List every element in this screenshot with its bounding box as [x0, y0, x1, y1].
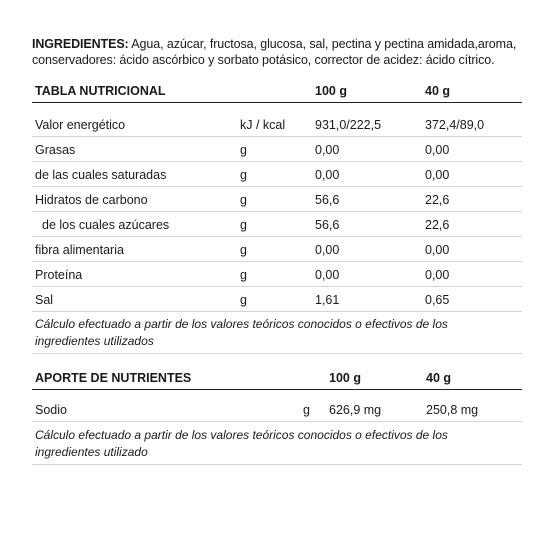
- row-divider: [32, 286, 522, 287]
- nutrient-name: Sal: [35, 293, 54, 307]
- nutrient-value-40g: 0,00: [425, 143, 450, 157]
- nutrients-col-100g: 100 g: [329, 371, 361, 385]
- nutrient-unit: g: [240, 293, 247, 307]
- row-divider: [32, 261, 522, 262]
- nutrient-name: Proteína: [35, 268, 83, 282]
- nutrient-value-100g: 56,6: [315, 218, 340, 232]
- nutrient-value-40g: 0,00: [425, 243, 450, 257]
- nutrient-unit: g: [240, 243, 247, 257]
- nutrient-value-40g: 372,4/89,0: [425, 118, 485, 132]
- ingredients-list: Agua, azúcar, fructosa, glucosa, sal, pectina y pectina amidada,aroma, conservadores: ácido ascórbico y sorbato potásico, corrector de acidez: ácido cítrico.: [32, 37, 517, 67]
- nutrient-value-100g: 0,00: [315, 268, 340, 282]
- row-divider: [32, 311, 522, 312]
- nutrients-footnote: Cálculo efectuado a partir de los valores teóricos conocidos o efectivos de los ingredientes utilizado: [35, 428, 448, 459]
- nutrient-unit: g: [240, 268, 247, 282]
- row-divider: [32, 353, 522, 354]
- nutrient-value-40g: 22,6: [425, 218, 450, 232]
- ingredients-text: [32, 36, 522, 68]
- nutrients-header-rule: [32, 389, 522, 390]
- nutrients-col-40g: 40 g: [426, 371, 452, 385]
- row-divider: [32, 186, 522, 187]
- nutrient-name: de las cuales saturadas: [35, 168, 167, 182]
- nutrient-unit: g: [303, 403, 310, 417]
- nutrient-unit: g: [240, 168, 247, 182]
- nutrient-value-100g: 626,9 mg: [329, 403, 382, 417]
- nutrient-unit: g: [240, 218, 247, 232]
- row-divider: [32, 421, 522, 422]
- nutrition-title: TABLA NUTRICIONAL: [35, 84, 166, 98]
- nutrient-name: de los cuales azúcares: [42, 218, 170, 232]
- nutrient-value-40g: 0,00: [425, 268, 450, 282]
- nutrient-unit: g: [240, 193, 247, 207]
- nutrient-value-40g: 0,65: [425, 293, 450, 307]
- nutrient-value-40g: 250,8 mg: [426, 403, 479, 417]
- nutrient-value-100g: 0,00: [315, 168, 340, 182]
- nutrient-unit: kJ / kcal: [240, 118, 286, 132]
- nutrient-unit: g: [240, 143, 247, 157]
- nutrient-name: fibra alimentaria: [35, 243, 124, 257]
- nutrient-value-100g: 1,61: [315, 293, 340, 307]
- row-divider: [32, 161, 522, 162]
- row-divider: [32, 211, 522, 212]
- row-divider: [32, 136, 522, 137]
- nutrient-name: Sodio: [35, 403, 67, 417]
- nutrients-title: APORTE DE NUTRIENTES: [35, 371, 192, 385]
- nutrition-header-rule: [32, 102, 522, 103]
- ingredients-label: INGREDIENTES:: [32, 37, 129, 51]
- row-divider: [32, 236, 522, 237]
- nutrient-value-100g: 0,00: [315, 243, 340, 257]
- nutrient-value-100g: 931,0/222,5: [315, 118, 382, 132]
- row-divider: [32, 464, 522, 465]
- nutrient-value-100g: 56,6: [315, 193, 340, 207]
- nutrient-name: Valor energético: [35, 118, 126, 132]
- nutrient-value-100g: 0,00: [315, 143, 340, 157]
- nutrition-col-40g: 40 g: [425, 84, 451, 98]
- nutrient-name: Hidratos de carbono: [35, 193, 148, 207]
- nutrient-name: Grasas: [35, 143, 76, 157]
- nutrition-col-100g: 100 g: [315, 84, 347, 98]
- nutrition-footnote: Cálculo efectuado a partir de los valores teóricos conocidos o efectivos de los ingredientes utilizados: [35, 317, 448, 348]
- nutrient-value-40g: 22,6: [425, 193, 450, 207]
- nutrient-value-40g: 0,00: [425, 168, 450, 182]
